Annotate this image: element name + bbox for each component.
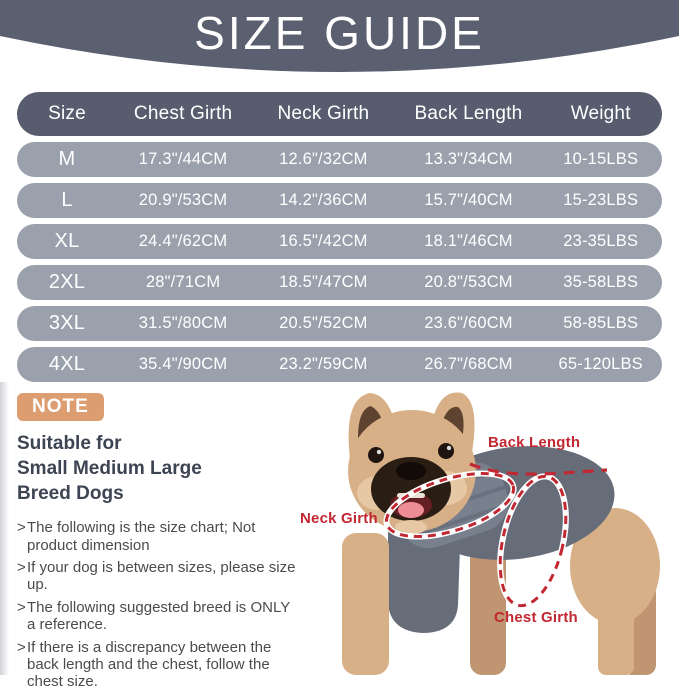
table-row xyxy=(17,306,662,341)
cell-weight: 35-58LBS xyxy=(563,273,639,291)
list-item xyxy=(17,639,300,691)
header-banner xyxy=(0,0,679,80)
cell-back: 26.7"/68CM xyxy=(424,355,513,373)
cell-size: 3XL xyxy=(48,312,86,334)
list-item xyxy=(17,599,300,634)
bullet-text: The following is the size chart; Not product dimension xyxy=(27,519,256,554)
left-edge-shadow xyxy=(0,382,9,675)
cell-chest: 20.9"/53CM xyxy=(138,191,228,209)
cell-chest: 35.4"/90CM xyxy=(138,355,228,373)
table-row xyxy=(17,183,662,218)
bullet-text: If there is a discrepancy between the back length and the chest, follow the chest size. xyxy=(27,638,272,691)
bullet-marker: > xyxy=(17,598,26,616)
cell-weight: 65-120LBS xyxy=(558,355,643,373)
note-heading-line: Suitable for xyxy=(17,433,122,454)
note-heading xyxy=(17,431,300,506)
cell-back: 13.3"/34CM xyxy=(424,150,513,168)
cell-back: 23.6"/60CM xyxy=(424,314,513,332)
list-item xyxy=(17,559,300,594)
cell-size: 4XL xyxy=(48,353,86,375)
cell-size: L xyxy=(61,189,73,211)
cell-weight: 58-85LBS xyxy=(563,314,639,332)
cell-back: 15.7"/40CM xyxy=(424,191,513,209)
table-header-row xyxy=(17,92,662,136)
cell-chest: 24.4"/62CM xyxy=(138,232,228,250)
header-cell-weight: Weight xyxy=(570,103,631,124)
cell-size: XL xyxy=(54,230,80,252)
header-cell-back: Back Length xyxy=(414,103,523,124)
page-title: SIZE GUIDE xyxy=(194,7,485,59)
bullet-text: The following suggested breed is ONLY a reference. xyxy=(27,598,290,634)
cell-neck: 14.2"/36CM xyxy=(279,191,368,209)
cell-back: 20.8"/53CM xyxy=(424,273,513,291)
note-heading-line: Small Medium Large xyxy=(17,458,202,480)
cell-neck: 23.2"/59CM xyxy=(279,355,368,373)
dog-measurement-diagram xyxy=(300,381,679,675)
cell-weight: 15-23LBS xyxy=(563,191,639,209)
note-column xyxy=(17,393,300,691)
bullet-marker: > xyxy=(17,519,26,537)
note-heading-line: Breed Dogs xyxy=(17,483,124,505)
table-row xyxy=(17,265,662,300)
bullet-text: If your dog is between sizes, please size up. xyxy=(27,559,296,594)
table-row xyxy=(17,224,662,259)
table-row xyxy=(17,142,662,177)
bullet-marker: > xyxy=(17,559,26,577)
dog-photo xyxy=(300,381,679,675)
size-table xyxy=(17,92,662,382)
neck-girth-label: Neck Girth xyxy=(300,510,378,527)
back-length-label: Back Length xyxy=(488,434,581,451)
cell-back: 18.1"/46CM xyxy=(424,232,513,250)
note-bullet-list xyxy=(17,519,300,691)
list-item xyxy=(17,519,300,554)
cell-neck: 18.5"/47CM xyxy=(279,273,368,291)
table-row xyxy=(17,347,662,382)
cell-weight: 23-35LBS xyxy=(563,232,639,250)
cell-size: 2XL xyxy=(48,271,86,293)
cell-chest: 17.3"/44CM xyxy=(138,150,228,168)
bottom-section xyxy=(0,382,679,691)
note-badge: NOTE xyxy=(17,393,104,421)
chest-girth-label: Chest Girth xyxy=(494,609,578,626)
cell-size: M xyxy=(58,148,76,170)
bullet-marker: > xyxy=(17,638,26,656)
header-cell-neck: Neck Girth xyxy=(277,103,370,124)
header-cell-size: Size xyxy=(48,103,86,124)
cell-weight: 10-15LBS xyxy=(563,150,639,168)
cell-neck: 16.5"/42CM xyxy=(279,232,368,250)
cell-neck: 20.5"/52CM xyxy=(279,314,368,332)
cell-neck: 12.6"/32CM xyxy=(279,150,368,168)
header-cell-chest: Chest Girth xyxy=(133,103,233,124)
cell-chest: 31.5"/80CM xyxy=(138,314,228,332)
cell-chest: 28"/71CM xyxy=(145,273,221,291)
